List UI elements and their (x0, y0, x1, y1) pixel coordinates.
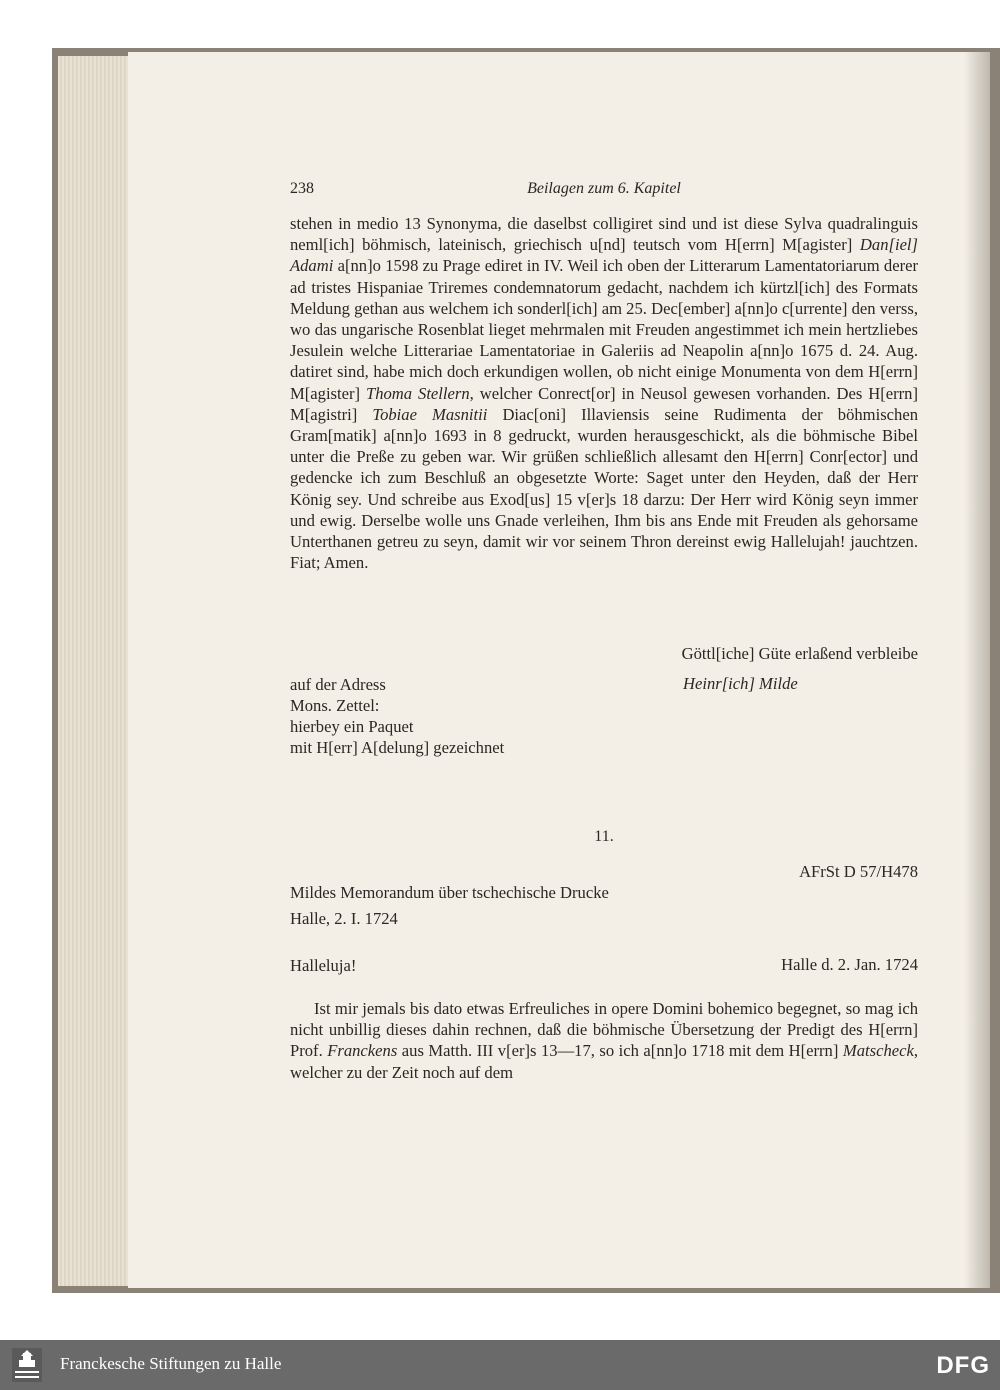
memorandum-paragraph: Ist mir jemals bis dato etwas Erfreuliches in opere Domini bohemico begegnet, so mag ich nicht unbillig dieses dahin rechnen, daß die böhmische Übersetzung der Predigt des H[errn] Prof. Franckens aus Matth. III v[er]s 13—17, so ich a[nn]o 1718 mit dem H[errn] Matscheck, welcher zu der Zeit noch auf dem (290, 999, 918, 1082)
address-line: hierbey ein Paquet (290, 717, 414, 736)
running-title: Beilagen zum 6. Kapitel (527, 180, 681, 197)
document-place-date: Halle, 2. I. 1724 (290, 909, 398, 928)
page-header (290, 180, 918, 202)
archive-reference: AFrSt D 57/H478 (799, 862, 918, 881)
page-stack-edges (58, 56, 138, 1286)
letter-body (290, 213, 918, 573)
memorandum-body (290, 998, 918, 1083)
signature: Heinr[ich] Milde (683, 674, 798, 693)
letter-date: Halle d. 2. Jan. 1724 (781, 955, 918, 974)
address-line: mit H[err] A[delung] gezeichnet (290, 738, 505, 757)
letter-body-paragraph: stehen in medio 13 Synonyma, die daselbst colligiret sind und ist diese Sylva quadralinguis neml[ich] böhmisch, lateinisch, griechisch u[nd] teutsch vom H[errn] M[agister] Dan[iel] Adami a[nn]o 1598 zu Prage ediret in IV. Weil ich oben der Litterarum Lamentatoriarum derer ad tristes Hispaniae Triremes condemnatorum gedacht, nachdem ich kürtzl[ich] des Formats Meldung gethan aus welchem ich sonderl[ich] am 25. Dec[ember] a[nn]o c[urrente] den verss, wo das ungarische Rosenblat lieget mehrmalen mit Freuden angestimmet ich mein hertzliebes Jesulein welche Litterariae Lamentatoriae in Galeriis ad Neapolin a[nn]o 1675 d. 24. Aug. datiret sind, habe mich doch erkundigen wollen, ob nicht einige Monumenta von dem H[errn] M[agister] Thoma Stellern, welcher Conrect[or] in Neusol gewesen vorhanden. Des H[errn] M[agistri] Tobiae Masnitii Diac[oni] Illaviensis seine Rudimenta der böhmischen Gram[matik] a[nn]o 1693 in 8 gedruckt, wurden herausgeschickt, als die böhmische Bibel unter die Preße zu geben war. Wir grüßen schließlich allesamt den H[errn] Conr[ector] und gedencke ich zum Beschluß an obgesetzte Worte: Saget unter den Heyden, daß der Herr König sey. Und schreibe aus Exod[us] 15 v[er]s 18 darzu: Der Herr wird König seyn immer und ewig. Derselbe wolle uns Gnade verleihen, Ihm bis ans Ende mit Freuden als gehorsame Unterthanen getreu zu seyn, damit wir vor seinem Thron dereinst ewig Hallelujah! jauchtzen. Fiat; Amen. (290, 214, 918, 573)
address-note (290, 674, 590, 758)
document-title: Mildes Memorandum über tschechische Drucke (290, 883, 609, 902)
franckesche-stiftungen-logo-icon[interactable] (12, 1348, 42, 1382)
institution-name[interactable]: Franckesche Stiftungen zu Halle (60, 1354, 282, 1373)
viewer-footer-bar (0, 1340, 1000, 1390)
salutation: Halleluja! (290, 956, 357, 975)
address-line: auf der Adress (290, 675, 386, 694)
page-number: 238 (290, 180, 314, 197)
section-number: 11. (594, 828, 614, 845)
letter-closing: Göttl[iche] Güte erlaßend verbleibe (681, 644, 918, 663)
dfg-logo[interactable]: DFG (936, 1352, 990, 1379)
spine-shadow (964, 52, 990, 1288)
address-line: Mons. Zettel: (290, 696, 380, 715)
